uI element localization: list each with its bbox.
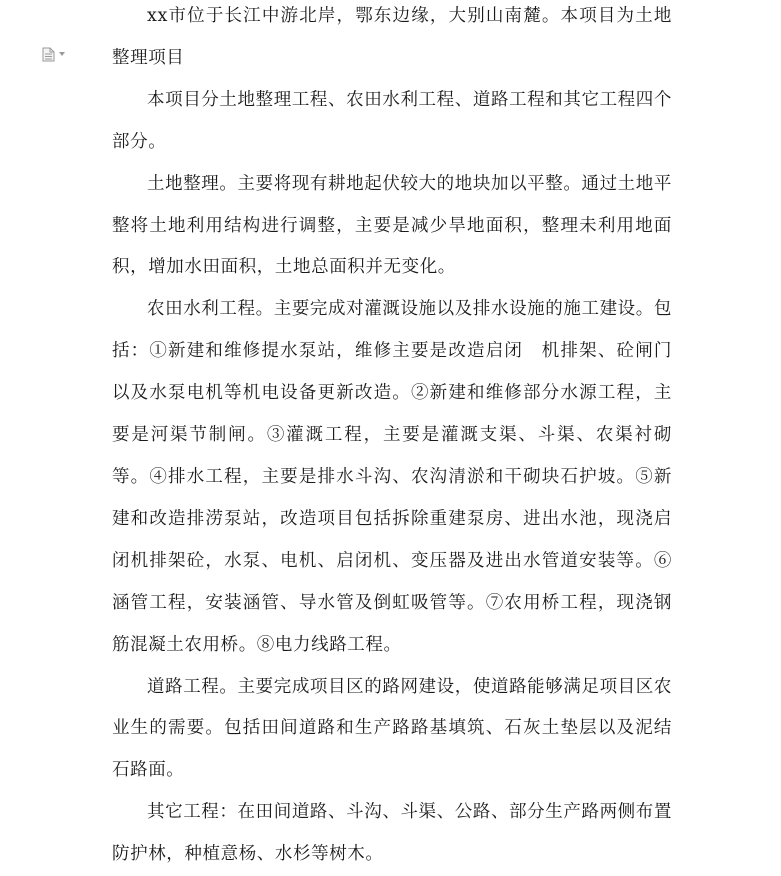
paragraph-intro: xx市位于长江中游北岸，鄂东边缘，大别山南麓。本项目为土地整理项目 [112,6,672,68]
document-body [112,0,672,876]
paragraph-land-leveling: 土地整理。主要将现有耕地起伏较大的地块加以平整。通过土地平整将土地利用结构进行调整，主要是减少旱地面积，整理未利用地面积，增加水田面积，土地总面积并无变化。 [112,173,672,278]
paragraph-options-button[interactable] [42,46,70,62]
paragraph-other-works: 其它工程：在田间道路、斗沟、斗渠、公路、部分生产路两侧布置防护林，种植意杨、水杉等树木。 [112,802,672,865]
paragraph-project-parts: 本项目分土地整理工程、农田水利工程、道路工程和其它工程四个部分。 [112,89,672,152]
paragraph-roads: 道路工程。主要完成项目区的路网建设，使道路能够满足项目区农业生的需要。包括田间道路和生产路路基填筑、石灰土垫层以及泥结石路面。 [112,676,672,781]
paragraph-irrigation: 农田水利工程。主要完成对灌溉设施以及排水设施的施工建设。包括：①新建和维修提水泵站，维修主要是改造启闭 机排架、砼闸门以及水泵电机等机电设备更新改造。②新建和维修部分水源工程，主要是河渠节制闸。③灌溉工程，主要是灌溉支渠、斗渠、农渠衬砌等。④排水工程，主要是排水斗沟、农沟清淤和干砌块石护坡。⑤新建和改造排涝泵站，改造项目包括拆除重建泵房、进出水池，现浇启闭机排架砼，水泵、电机、启闭机、变压器及进出水管道安装等。⑥涵管工程，安装涵管、导水管及倒虹吸管等。⑦农用桥工程，现浇钢筋混凝土农用桥。⑧电力线路工程。 [112,299,672,655]
chevron-down-icon [59,52,65,56]
document-icon [42,47,55,62]
